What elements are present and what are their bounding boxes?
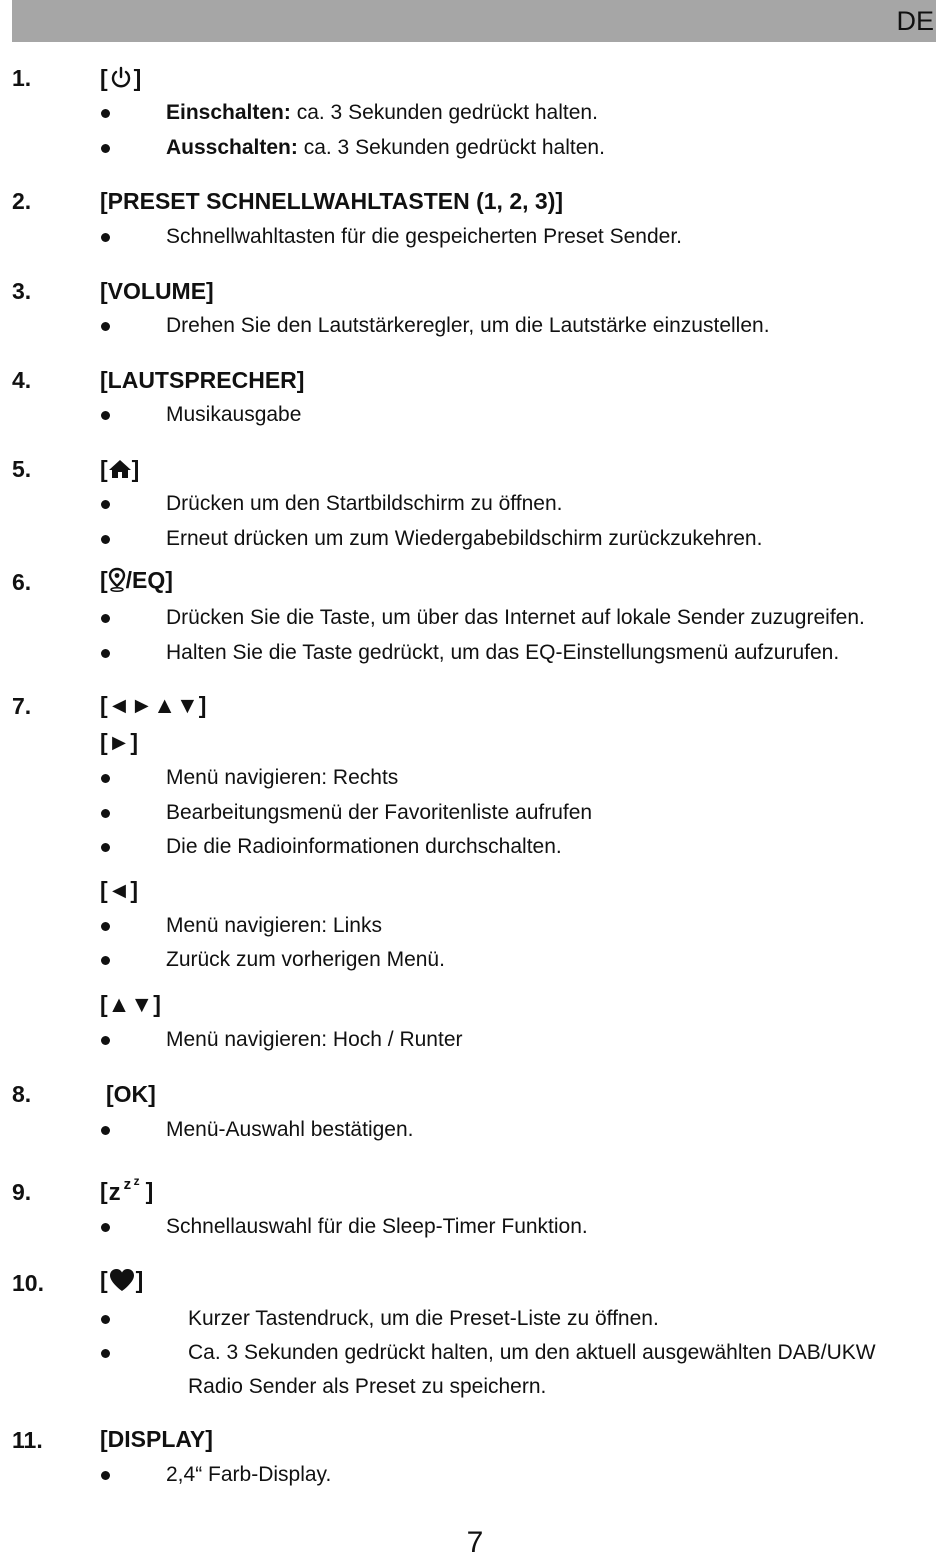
bullet: [101, 843, 110, 852]
list-item: Drehen Sie den Lautstärkeregler, um die Lautstärke einzustellen.: [166, 314, 770, 337]
bracket-open: [: [100, 456, 108, 482]
bracket-open: [: [100, 1267, 108, 1293]
bullet: [101, 1349, 110, 1358]
bullet: [101, 1315, 110, 1324]
item-text: ca. 3 Sekunden gedrückt halten.: [297, 136, 605, 159]
section-title-sleep: [100, 1174, 154, 1206]
section-title: [LAUTSPRECHER]: [100, 367, 305, 393]
bullet: [101, 649, 110, 658]
section-number: 11.: [12, 1427, 43, 1453]
zzz-letter: z: [123, 1176, 132, 1193]
bullet: [101, 233, 110, 242]
bullet: [101, 500, 110, 509]
section-number: 1.: [12, 65, 32, 91]
item-label: Ausschalten:: [166, 136, 298, 159]
list-item: 2,4“ Farb-Display.: [166, 1463, 332, 1486]
heart-icon: [108, 1267, 136, 1293]
list-item: Menü navigieren: Links: [166, 914, 382, 937]
list-item: Kurzer Tastendruck, um die Preset-Liste zu öffnen.: [188, 1307, 659, 1330]
section-number: 2.: [12, 188, 32, 214]
bullet: [101, 144, 110, 153]
bullet: [101, 322, 110, 331]
section-number: 10.: [12, 1270, 44, 1296]
section-title: [VOLUME]: [100, 278, 214, 304]
section-title-location-eq: [100, 566, 173, 594]
list-item: Musikausgabe: [166, 403, 302, 426]
section-title-favorite: [100, 1266, 143, 1294]
section-number: 4.: [12, 367, 32, 393]
bullet: [101, 956, 110, 965]
bullet: [101, 535, 110, 544]
list-item: Schnellwahltasten für die gespeicherten Preset Sender.: [166, 225, 682, 248]
section-number: 9.: [12, 1179, 32, 1205]
bullet: [101, 109, 110, 118]
list-item: Zurück zum vorherigen Menü.: [166, 948, 445, 971]
list-item-continuation: Radio Sender als Preset zu speichern.: [188, 1375, 547, 1398]
list-item: Bearbeitungsmenü der Favoritenliste aufrufen: [166, 801, 593, 824]
section-title: [PRESET SCHNELLWAHLTASTEN (1, 2, 3)]: [100, 188, 564, 214]
home-icon: [108, 458, 132, 480]
zzz-letter: z: [133, 1174, 140, 1188]
list-item: Drücken um den Startbildschirm zu öffnen.: [166, 492, 563, 515]
section-number: 8.: [12, 1081, 32, 1107]
list-item: Erneut drücken um zum Wiedergabebildschirm zurückzukehren.: [166, 527, 763, 550]
list-item: Halten Sie die Taste gedrückt, um das EQ-Einstellungsmenü aufzurufen.: [166, 641, 840, 664]
section-title-home: [100, 455, 139, 483]
bracket-open: [: [100, 567, 108, 593]
power-icon: [108, 65, 134, 91]
bullet: [101, 1471, 110, 1480]
location-pin-icon: [108, 567, 126, 593]
bracket-close: ]: [135, 1267, 144, 1293]
list-item: [166, 134, 605, 162]
section-title-arrows: [◄►▲▼]: [100, 692, 207, 718]
bullet: [101, 1223, 110, 1232]
list-item: [166, 99, 598, 127]
list-item: Menü navigieren: Hoch / Runter: [166, 1028, 463, 1051]
header-bar: [12, 0, 936, 42]
section-number: 3.: [12, 278, 32, 304]
bracket-close: ]: [131, 456, 140, 482]
item-label: Einschalten:: [166, 101, 291, 124]
list-item: Drücken Sie die Taste, um über das Internet auf lokale Sender zuzugreifen.: [166, 606, 865, 629]
bullet: [101, 1126, 110, 1135]
section-title-power: [100, 64, 141, 92]
subsection-title-left: [◄]: [100, 877, 139, 903]
bullet: [101, 774, 110, 783]
section-number: 5.: [12, 456, 32, 482]
bracket-close: ]: [133, 65, 142, 91]
language-label: DE: [896, 6, 934, 36]
bracket-open: [: [100, 65, 108, 91]
zzz-letter: z: [108, 1179, 121, 1206]
section-number: 7.: [12, 693, 32, 719]
page-number: 7: [466, 1526, 484, 1559]
subsection-title-updown: [▲▼]: [100, 991, 161, 1017]
bullet: [101, 1036, 110, 1045]
list-item: Ca. 3 Sekunden gedrückt halten, um den aktuell ausgewählten DAB/UKW: [188, 1341, 876, 1364]
bullet: [101, 411, 110, 420]
bullet: [101, 922, 110, 931]
section-title: [OK]: [106, 1081, 156, 1107]
section-title: [DISPLAY]: [100, 1426, 213, 1452]
sleep-zzz-icon: [108, 1174, 146, 1206]
bracket-open: [: [100, 1178, 108, 1204]
list-item: Schnellauswahl für die Sleep-Timer Funktion.: [166, 1215, 588, 1238]
bracket-close-eq: /EQ]: [125, 567, 173, 593]
bracket-close: ]: [145, 1178, 154, 1204]
subsection-title-right: [►]: [100, 729, 139, 755]
bullet: [101, 614, 110, 623]
list-item: Menü navigieren: Rechts: [166, 766, 399, 789]
bullet: [101, 809, 110, 818]
list-item: Die die Radioinformationen durchschalten.: [166, 835, 562, 858]
item-text: ca. 3 Sekunden gedrückt halten.: [290, 101, 598, 124]
list-item: Menü-Auswahl bestätigen.: [166, 1118, 414, 1141]
section-number: 6.: [12, 569, 32, 595]
